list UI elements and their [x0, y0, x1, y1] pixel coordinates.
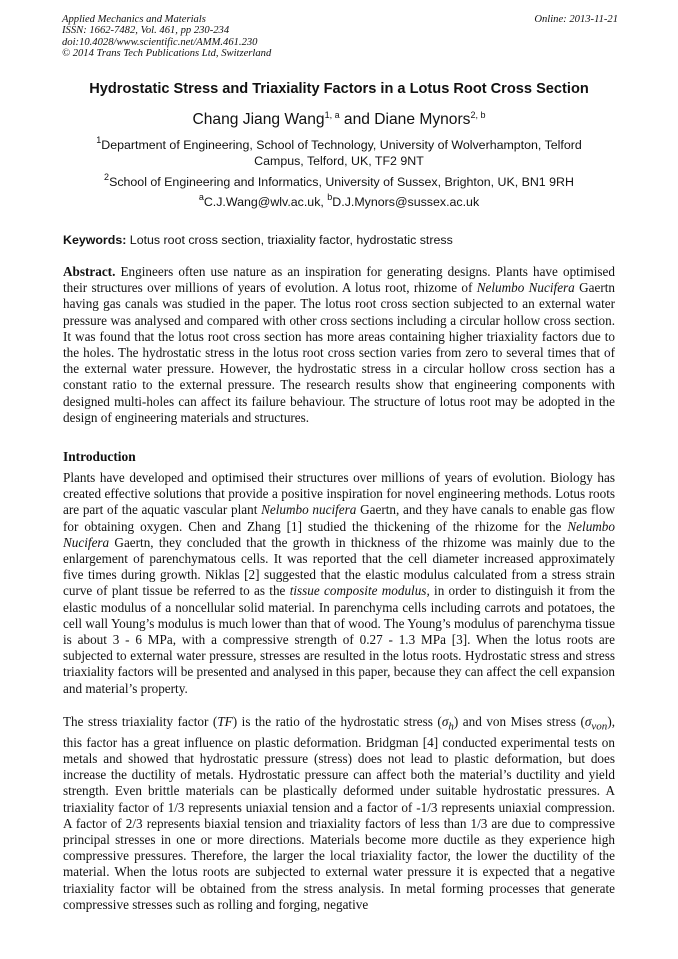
author-name: Diane Mynors — [374, 111, 471, 128]
affiliation-text: Department of Engineering, School of Technology, University of Wolverhampton, Telford — [101, 138, 582, 152]
intro-paragraph-1 — [63, 470, 615, 697]
keywords — [63, 233, 453, 247]
author-superscript: 2, b — [470, 110, 486, 120]
author-line — [40, 111, 638, 129]
journal-header — [62, 14, 618, 60]
affiliation-marker: 2 — [104, 172, 110, 182]
body-text: The stress triaxiality factor ( — [63, 714, 218, 729]
affiliation-2 — [70, 174, 608, 190]
body-text: Plants have developed and optimised their structures over millions of years of evolution. Biology has created effective solutions that provide a positive inspiration for novel engineering methods. Lotus roots are part of the aquatic vascular plant — [63, 470, 615, 518]
journal-issn: ISSN: 1662-7482, Vol. 461, pp 230-234 — [62, 25, 230, 37]
body-text: Gaertn, they concluded that the growth in thickness of the rhizome was mainly due to the enlargement of parenchymatous cells. It was reported that the cell diameter increased approximately five times during growth. Niklas [2] suggested that the elastic modulus calculated from a stress strain curve of plant tissue be referred to as the — [63, 534, 615, 599]
abstract-text: Gaertn having gas canals was studied in the paper. The lotus root cross section subjected to an external water pressure was analysed and compared with other cross sections including a circular hollow cross section. It was found that the lotus root cross section has more areas containing higher triaxiality factors due to the holes. The hydrostatic stress in the lotus root cross section varies from zero to several times that of the external water pressure. However, the hydrostatic stress in a circular hollow cross section has a constant ratio to the external pressure. The research results show that engineering components with designed multi-holes can affect its failure behaviour. The structure of lotus root may be adopted in the design of engineering materials and structures. — [63, 280, 615, 425]
species-name: Nelumbo nucifera — [261, 502, 357, 518]
subscript-h: h — [448, 720, 454, 733]
email-marker: b — [327, 192, 333, 202]
body-text: ), this factor has a great influence on plastic deformation. Bridgman [4] conducted experimental tests on metals and showed that hydrostatic pressure (stress) does not lead to plastic deformation, but does increase the ductility of metals. Hydrostatic pressure can affect both the material’s ductility and yield strength. Even brittle materials can be plastically deformed under suitable hydrostatic pressures. A triaxiality factor of 1/3 represents uniaxial tension and a factor of -1/3 represents uniaxial compression. A factor of 2/3 represents biaxial tension and triaxiality factors of less than 1/3 are due to compressive principal stresses in one or more directions. Materials become more ductile as they experience high compressive pressures. Therefore, the larger the local triaxiality factor, the lower the ductility of the material. When the lotus roots are subjected to external water pressure it is expected that a negative triaxiality factor will be obtained from the stress analysis. In metal forming processes that generate compressive stresses such as rolling and forging, negative — [63, 714, 616, 912]
keywords-text: Lotus root cross section, triaxiality factor, hydrostatic stress — [126, 233, 453, 247]
affiliation-text: Campus, Telford, UK, TF2 9NT — [254, 154, 424, 168]
body-text: in order to distinguish it from the elastic modulus of a noncellular solid material. In parenchyma cells including carrots and potatoes, the cell wall Young’s modulus is much lower than that of wood. The Young’s modulus of parenchyma tissue is about 3 - 6 MPa, with a compressive strength of 0.27 - 1.3 MPa [3]. When the lotus roots are subjected to external water pressure, stresses are resulted in the lotus roots. Hydrostatic stress and stress triaxiality factors will be presented and analysed in this paper, because they can affect the cell expansion and material’s property. — [63, 583, 615, 696]
subscript-von: von — [591, 720, 608, 733]
affiliation-text: School of Engineering and Informatics, University of Sussex, Brighton, UK, BN1 9RH — [109, 175, 574, 189]
affiliation-1 — [70, 137, 608, 169]
keywords-label: Keywords: — [63, 233, 127, 247]
symbol-tf: TF — [217, 714, 233, 729]
affiliation-marker: 1 — [96, 135, 102, 145]
email-link[interactable]: D.J.Mynors@sussex.ac.uk — [332, 195, 480, 209]
section-heading: Introduction — [63, 449, 136, 464]
email-marker: a — [198, 192, 204, 202]
abstract-label: Abstract. — [63, 264, 116, 279]
abstract-text: Engineers often use nature as an inspiration for generating designs. Plants have optimised their structures over millions of years of evolution. A lotus root, rhizome of — [63, 264, 615, 296]
journal-doi: doi:10.4028/www.scientific.net/AMM.461.230 — [62, 36, 258, 48]
italic-term: tissue composite modulus, — [289, 583, 430, 599]
body-text: Gaertn, and they have canals to enable gas flow for obtaining oxygen. Chen and Zhang [1] studied the thickening of the rhizome for the — [63, 502, 615, 534]
journal-name: Applied Mechanics and Materials — [62, 14, 206, 25]
symbol-sigma: σ — [441, 714, 449, 729]
author-emails — [70, 192, 608, 209]
body-text: ) and von Mises stress ( — [453, 714, 585, 729]
paper-title: Hydrostatic Stress and Triaxiality Factors in a Lotus Root Cross Section — [89, 81, 589, 97]
intro-paragraph-2 — [63, 714, 615, 913]
online-date: Online: 2013-11-21 — [534, 14, 618, 25]
symbol-subscript — [591, 721, 607, 733]
author-conjunction: and — [339, 111, 375, 128]
author-name: Chang Jiang Wang — [192, 111, 325, 128]
species-name: Nelumbo Nucifera — [63, 518, 615, 550]
journal-copyright: © 2014 Trans Tech Publications Ltd, Switzerland — [62, 48, 272, 60]
abstract — [63, 264, 615, 426]
email-link[interactable]: C.J.Wang@wlv.ac.uk, — [203, 195, 328, 209]
body-text: ) is the ratio of the hydrostatic stress ( — [232, 714, 442, 729]
species-name: Nelumbo Nucifera — [476, 280, 575, 296]
symbol-sigma: σ — [584, 714, 592, 729]
author-superscript: 1, a — [324, 110, 340, 120]
